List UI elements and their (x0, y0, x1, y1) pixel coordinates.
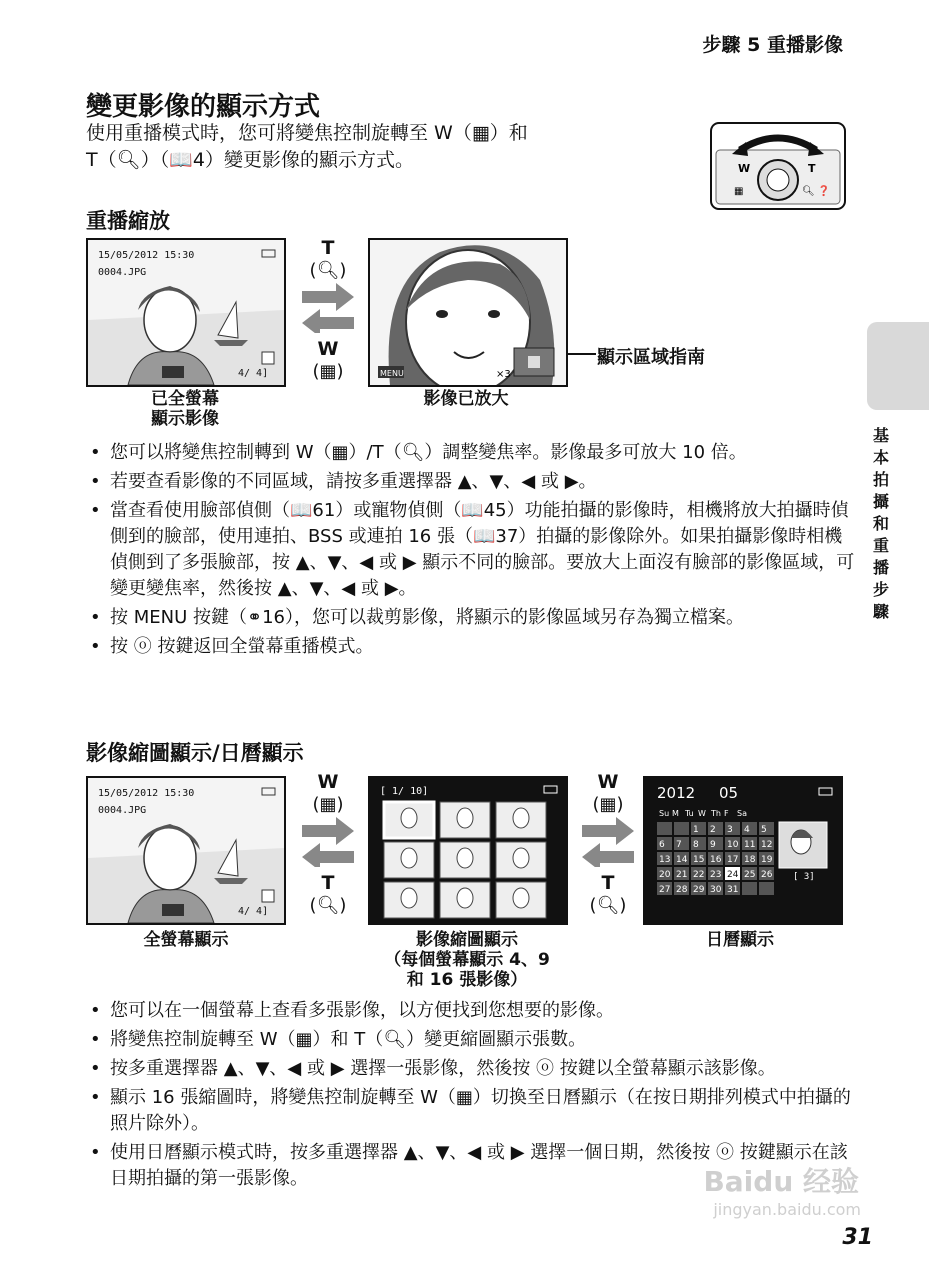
calendar-date: 9 (710, 840, 716, 850)
list-item: • 按 ⓞ 按鍵返回全螢幕重播模式。 (86, 634, 856, 660)
zoom-dial-illustration (710, 122, 846, 210)
calendar-date: 19 (761, 855, 773, 865)
calendar-date: 18 (744, 855, 756, 865)
list-item: • 顯示 16 張縮圖時，將變焦控制旋轉至 W（▦）切換至日曆顯示（在按日期排列模式中拍攝的照片除外）。 (86, 1085, 856, 1137)
thumbnail (496, 802, 546, 838)
calendar-screen (643, 776, 843, 925)
calendar-day-header: Su (659, 809, 670, 818)
calendar-cell (674, 822, 689, 835)
guide-leader-line (566, 353, 596, 355)
list-item: • 當查看使用臉部偵側（📖61）或寵物偵側（📖45）功能拍攝的影像時，相機將放大拍攝時偵側到的臉部，使用連拍、BSS 或連拍 16 張（📖37）拍攝的影像除外。如果拍攝影像時相機偵側到了多張臉部，按 ▲、▼、◀ 或 ▶ 顯示不同的臉部。要放大上面沒有臉部的影像區域，可變更變焦率，然後按 ▲、▼、◀ 或 ▶。 (86, 498, 856, 602)
arrow-top-letter: W (597, 771, 619, 793)
watermark-logo: Baidu 经验 (703, 1165, 859, 1198)
list-item: • 將變焦控制旋轉至 W（▦）和 T（🔍︎）變更縮圖顯示張數。 (86, 1027, 856, 1053)
caption-thumbnail (360, 930, 574, 990)
thumbnail (384, 882, 434, 918)
calendar-day-header: F (724, 809, 729, 818)
caption-fullframe-2: 全螢幕顯示 (143, 930, 229, 950)
side-chapter-label: 基本拍攝和重播步驟 (872, 426, 889, 621)
ok-protect-icon (162, 366, 184, 378)
calendar-date: 23 (710, 870, 722, 880)
watermark-url: jingyan.baidu.com (713, 1200, 861, 1219)
calendar-date: 28 (676, 885, 688, 895)
image-mode-icon (262, 352, 274, 364)
list-item: • 若要查看影像的不同區域，請按多重選擇器 ▲、▼、◀ 或 ▶。 (86, 469, 856, 495)
arrow-top-letter: T (321, 237, 335, 259)
caption-zoomed: 影像已放大 (423, 389, 509, 409)
arrow-bottom-symbol: (🔍︎) (589, 895, 627, 916)
calendar-date: 12 (761, 840, 773, 850)
thumbnail-screen (368, 776, 568, 925)
caption-fullframe-line1: 已全螢幕 (151, 389, 219, 409)
intro-text (86, 120, 666, 174)
fullframe-screen-2 (86, 776, 286, 925)
calendar-date: 13 (659, 855, 671, 865)
calendar-date: 25 (744, 870, 756, 880)
fullframe-datetime: 15/05/2012 15:30 (98, 250, 195, 261)
bullets-section-1 (86, 440, 856, 663)
caption-thumbnail-line2: （每個螢幕顯示 4、9 (384, 950, 550, 970)
zoom-arrows-1 (296, 236, 360, 382)
right-left-arrows-icon (576, 815, 640, 867)
calendar-count: [ 3] (793, 872, 815, 882)
menu-label: MENU (380, 369, 404, 378)
calendar-date: 31 (727, 885, 739, 895)
right-left-arrows-icon (296, 281, 360, 333)
calendar-date: 6 (659, 840, 665, 850)
zoom-arrows-3 (576, 770, 640, 916)
thumbnail (440, 842, 490, 878)
arrow-top-symbol: (▦) (312, 794, 344, 815)
arrow-top-symbol: (🔍︎) (309, 260, 347, 281)
calendar-date: 1 (693, 825, 699, 835)
calendar-date: 5 (761, 825, 767, 835)
calendar-date: 20 (659, 870, 671, 880)
fullframe2-counter: 4/ 4] (238, 906, 269, 917)
thumbnail (384, 802, 434, 838)
calendar-date: 15 (693, 855, 705, 865)
arrow-top-letter: W (317, 771, 339, 793)
dial-w-symbol: ▦ (734, 186, 744, 197)
calendar-date: 21 (676, 870, 688, 880)
intro-line-2: T（🔍︎）（📖4）變更影像的顯示方式。 (86, 149, 414, 171)
thumbnail (384, 842, 434, 878)
calendar-day-header: Tu (685, 809, 694, 818)
caption-thumbnail-line1: 影像縮圖顯示 (416, 930, 518, 950)
calendar-day-header: Th (711, 809, 721, 818)
page-number: 31 (842, 1225, 873, 1250)
list-item: • 您可以將變焦控制轉到 W（▦）/T（🔍︎）調整變焦率。影像最多可放大 10 倍。 (86, 440, 856, 466)
caption-fullframe (100, 389, 270, 429)
page-title: 變更影像的顯示方式 (86, 92, 321, 122)
thumbnail (496, 842, 546, 878)
calendar-date: 7 (676, 840, 682, 850)
running-header: 步驟 5 重播影像 (702, 34, 843, 56)
list-item: • 按 MENU 按鍵（⚭16），您可以裁剪影像，將顯示的影像區域另存為獨立檔案。 (86, 605, 856, 631)
calendar-date: 30 (710, 885, 722, 895)
calendar-date: 29 (693, 885, 705, 895)
fullframe-counter: 4/ 4] (238, 368, 269, 379)
calendar-date: 3 (727, 825, 733, 835)
calendar-day-header: M (672, 809, 679, 818)
calendar-date: 27 (659, 885, 671, 895)
side-tab (867, 322, 929, 410)
fullframe2-datetime: 15/05/2012 15:30 (98, 788, 195, 799)
intro-line-1: 使用重播模式時，您可將變焦控制旋轉至 W（▦）和 (86, 122, 528, 144)
right-left-arrows-icon (296, 815, 360, 867)
calendar-cell (759, 882, 774, 895)
thumbnail (440, 882, 490, 918)
list-item: • 使用日曆顯示模式時，按多重選擇器 ▲、▼、◀ 或 ▶ 選擇一個日期，然後按 ⓞ 按鍵顯示在該日期拍攝的第一張影像。 (86, 1140, 856, 1192)
calendar-cell (742, 882, 757, 895)
caption-calendar: 日曆顯示 (706, 930, 774, 950)
section-thumbnail-title: 影像縮圖顯示/日曆顯示 (86, 741, 304, 765)
calendar-date: 11 (744, 840, 756, 850)
calendar-day-header: W (698, 809, 706, 818)
calendar-date: 10 (727, 840, 739, 850)
zoom-factor: ×3 (496, 369, 511, 380)
guide-label: 顯示區域指南 (597, 347, 705, 368)
list-item: • 您可以在一個螢幕上查看多張影像，以方便找到您想要的影像。 (86, 998, 856, 1024)
calendar-date: 22 (693, 870, 705, 880)
fullframe-filename: 0004.JPG (98, 267, 147, 278)
calendar-date: 14 (676, 855, 688, 865)
dial-t-symbol: 🔍︎ ❓ (802, 186, 831, 197)
arrow-top-symbol: (▦) (592, 794, 624, 815)
image-mode-icon (262, 890, 274, 902)
thumbnail (496, 882, 546, 918)
thumbnail-grid (384, 802, 546, 918)
caption-fullframe-line2: 顯示影像 (151, 409, 219, 429)
list-item: • 按多重選擇器 ▲、▼、◀ 或 ▶ 選擇一張影像，然後按 ⓞ 按鍵以全螢幕顯示該影像。 (86, 1056, 856, 1082)
calendar-date: 2 (710, 825, 716, 835)
calendar-date: 8 (693, 840, 699, 850)
thumbnail (440, 802, 490, 838)
fullframe2-filename: 0004.JPG (98, 805, 147, 816)
dial-t-letter: T (808, 162, 816, 175)
arrow-bottom-letter: T (321, 872, 335, 894)
calendar-year: 2012 (657, 784, 696, 802)
calendar-date: 24 (727, 870, 739, 880)
dial-w-letter: W (738, 162, 751, 175)
ok-protect-icon (162, 904, 184, 916)
arrow-bottom-letter: W (317, 338, 339, 360)
calendar-date: 26 (761, 870, 773, 880)
calendar-day-header: Sa (737, 809, 747, 818)
arrow-bottom-symbol: (▦) (312, 361, 344, 382)
thumbnail-counter: [ 1/ 10] (380, 786, 429, 797)
arrow-bottom-symbol: (🔍︎) (309, 895, 347, 916)
arrow-bottom-letter: T (601, 872, 615, 894)
zoom-arrows-2 (296, 770, 360, 916)
fullframe-screen (86, 238, 286, 387)
calendar-date: 17 (727, 855, 739, 865)
section-playback-zoom-title: 重播縮放 (86, 209, 170, 233)
zoomed-screen (368, 238, 568, 387)
calendar-cell (657, 822, 672, 835)
calendar-date: 16 (710, 855, 722, 865)
calendar-month: 05 (719, 784, 739, 802)
calendar-date: 4 (744, 825, 750, 835)
caption-thumbnail-line3: 和 16 張影像） (406, 970, 528, 990)
